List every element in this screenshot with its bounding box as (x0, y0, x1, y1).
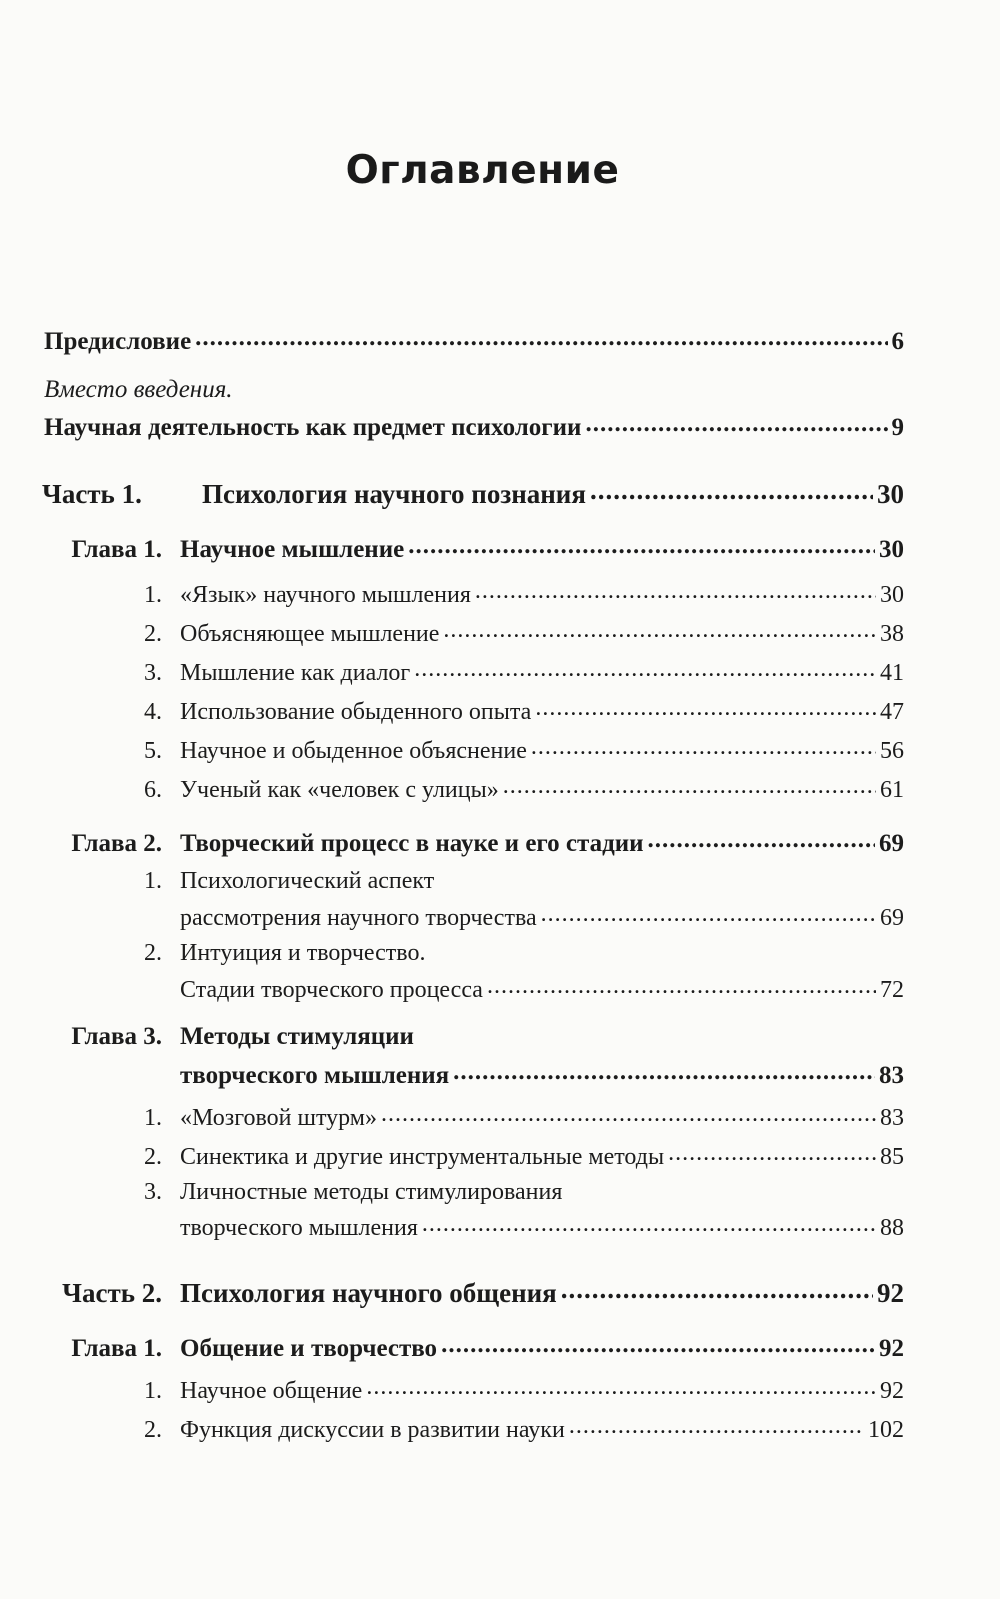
leader-dots (443, 617, 876, 641)
entry-page: 61 (880, 777, 904, 803)
entry-number: 5. (144, 738, 162, 764)
entry-label: Использование обыденного опыта (180, 699, 532, 725)
leader-dots (195, 324, 887, 349)
entry-number: 1. (144, 868, 162, 894)
entry-number: 2. (144, 1144, 162, 1170)
entry-label: Психология научного общения (180, 1278, 557, 1308)
leader-dots (569, 1413, 864, 1437)
entry-page: 102 (868, 1417, 904, 1443)
toc-entry-section-first-line (0, 1179, 1000, 1206)
toc-entry-section (0, 973, 1000, 1004)
entry-label: рассмотрения научного творчества (180, 905, 537, 931)
toc-entry-section (0, 617, 1000, 648)
entry-number: 2. (144, 621, 162, 647)
toc-entry-section-first-line (0, 940, 1000, 967)
entry-label: Предисловие (44, 328, 192, 355)
leader-dots (487, 973, 876, 997)
entry-page: 30 (877, 479, 904, 509)
entry-number: Глава 1. (71, 536, 162, 563)
entry-number: 4. (144, 699, 162, 725)
toc-entry-chapter (0, 1331, 1000, 1363)
toc-entry-section (0, 1374, 1000, 1405)
toc-entry-chapter-first-line (0, 1023, 1000, 1051)
leader-dots (503, 773, 876, 797)
entry-number: 1. (144, 1378, 162, 1404)
toc-entry-preface (0, 324, 1000, 356)
leader-dots (585, 410, 887, 435)
leader-dots (422, 1211, 876, 1235)
entry-label: Стадии творческого процесса (180, 977, 483, 1003)
entry-number: Глава 2. (71, 830, 162, 857)
entry-first-line: Личностные методы стимулирования (180, 1179, 563, 1205)
entry-label: Научное и обыденное объяснение (180, 738, 527, 764)
entry-label: «Язык» научного мышления (180, 582, 471, 608)
toc-entry-section (0, 773, 1000, 804)
entry-number: Часть 2. (62, 1278, 162, 1308)
toc-entry-section-first-line (0, 868, 1000, 895)
entry-page: 85 (880, 1144, 904, 1170)
entry-page: 69 (879, 830, 904, 857)
entry-first-line: Психологический аспект (180, 868, 435, 894)
leader-dots (561, 1275, 873, 1302)
toc-entry-section (0, 734, 1000, 765)
leader-dots (535, 695, 876, 719)
entry-page: 92 (880, 1378, 904, 1404)
entry-page: 88 (880, 1215, 904, 1241)
entry-page: 41 (880, 660, 904, 686)
toc-entry-chapter (0, 532, 1000, 564)
entry-label: Синектика и другие инструментальные методы (180, 1144, 665, 1170)
toc-entry-section (0, 1140, 1000, 1171)
entry-page: 30 (880, 582, 904, 608)
entry-number: 1. (144, 582, 162, 608)
entry-first-line: Интуиция и творчество. (180, 940, 426, 966)
entry-label: Творческий процесс в науке и его стадии (180, 830, 644, 857)
toc-entry-part-2 (0, 1275, 1000, 1309)
entry-number: 2. (144, 1417, 162, 1443)
entry-label: творческого мышления (180, 1215, 418, 1241)
leader-dots (531, 734, 876, 758)
entry-label: Научная деятельность как предмет психологии (44, 414, 582, 441)
toc-entry-section (0, 1101, 1000, 1132)
entry-first-line: Методы стимуляции (180, 1023, 414, 1050)
entry-page: 72 (880, 977, 904, 1003)
toc-entry-chapter (0, 1058, 1000, 1090)
entry-label: Объясняющее мышление (180, 621, 440, 647)
entry-label: Научное общение (180, 1378, 363, 1404)
leader-dots (453, 1058, 875, 1083)
entry-italic-line: Вместо введения. (44, 376, 233, 403)
toc-entry-section (0, 1211, 1000, 1242)
leader-dots (414, 656, 876, 680)
entry-number: 3. (144, 1179, 162, 1205)
toc-entry-section (0, 695, 1000, 726)
entry-label: Ученый как «человек с улицы» (180, 777, 499, 803)
toc-entry-section (0, 1413, 1000, 1444)
entry-number: 6. (144, 777, 162, 803)
leader-dots (648, 826, 875, 851)
entry-label: Мышление как диалог (180, 660, 411, 686)
entry-number: 2. (144, 940, 162, 966)
entry-number: Глава 1. (71, 1335, 162, 1362)
entry-page: 6 (891, 328, 904, 355)
leader-dots (541, 901, 876, 925)
entry-page: 30 (879, 536, 904, 563)
toc-entry-section (0, 578, 1000, 609)
entry-page: 83 (879, 1062, 904, 1089)
leader-dots (408, 532, 875, 557)
entry-page: 9 (891, 414, 904, 441)
toc-entry-section (0, 656, 1000, 687)
entry-label: творческого мышления (180, 1062, 450, 1089)
toc-entry-section (0, 901, 1000, 932)
entry-label: Функция дискуссии в развитии науки (180, 1417, 565, 1443)
entry-page: 56 (880, 738, 904, 764)
leader-dots (668, 1140, 876, 1164)
entry-page: 83 (880, 1105, 904, 1131)
leader-dots (381, 1101, 876, 1125)
entry-page: 38 (880, 621, 904, 647)
entry-number: Глава 3. (71, 1023, 162, 1050)
entry-label: Общение и творчество (180, 1335, 438, 1362)
entry-page: 47 (880, 699, 904, 725)
entry-number: 1. (144, 1105, 162, 1131)
page-title: Оглавление (345, 148, 620, 193)
entry-number: Часть 1. (42, 479, 142, 509)
toc-entry-chapter (0, 826, 1000, 858)
entry-number: 3. (144, 660, 162, 686)
toc-entry-part-1 (0, 476, 1000, 510)
entry-page: 92 (877, 1278, 904, 1308)
entry-label: Психология научного познания (202, 479, 586, 509)
leader-dots (475, 578, 876, 602)
leader-dots (366, 1374, 876, 1398)
entry-page: 92 (879, 1335, 904, 1362)
leader-dots (590, 476, 873, 503)
toc-entry-introduction (0, 410, 1000, 442)
leader-dots (441, 1331, 875, 1356)
entry-label: «Мозговой штурм» (180, 1105, 377, 1131)
entry-page: 69 (880, 905, 904, 931)
entry-label: Научное мышление (180, 536, 405, 563)
